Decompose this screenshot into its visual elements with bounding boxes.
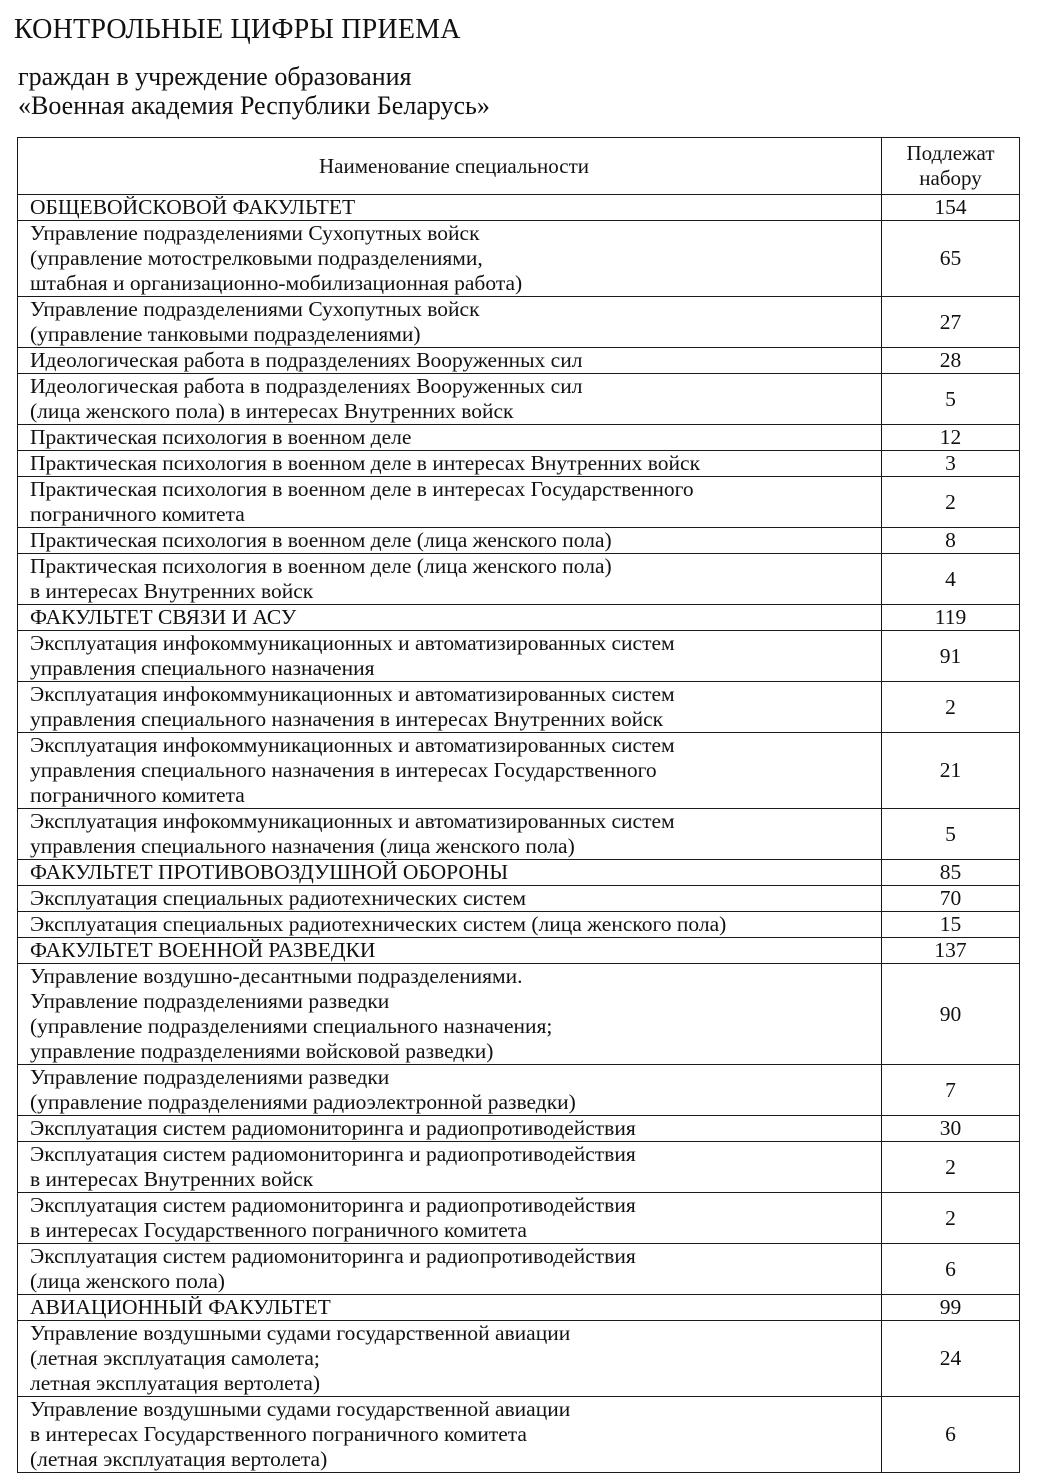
- name-line: управления специального назначения: [30, 656, 375, 680]
- quota-count: 21: [882, 733, 1020, 809]
- quota-count: 6: [882, 1244, 1020, 1295]
- specialty-name: [18, 886, 882, 912]
- quota-count: 85: [882, 860, 1020, 886]
- quota-count: 154: [882, 195, 1020, 221]
- faculty-row: [18, 1295, 1020, 1321]
- document-title: КОНТРОЛЬНЫЕ ЦИФРЫ ПРИЕМА: [14, 14, 461, 45]
- quota-count: 5: [882, 809, 1020, 860]
- faculty-name: [18, 1295, 882, 1321]
- specialty-row: [18, 374, 1020, 425]
- specialty-row: [18, 1142, 1020, 1193]
- specialty-name: [18, 1116, 882, 1142]
- admission-quota-table: [17, 137, 1020, 1473]
- name-line: Эксплуатация систем радиомониторинга и радиопротиводействия: [30, 1244, 636, 1268]
- name-line: (управление мотострелковыми подразделениями,: [30, 246, 483, 270]
- specialty-name: [18, 297, 882, 348]
- specialty-row: [18, 297, 1020, 348]
- name-line: Управление подразделениями разведки: [30, 989, 390, 1013]
- quota-count: 2: [882, 1193, 1020, 1244]
- specialty-row: [18, 1244, 1020, 1295]
- name-line: Управление подразделениями Сухопутных войск: [30, 221, 480, 245]
- specialty-row: [18, 809, 1020, 860]
- quota-count: 2: [882, 477, 1020, 528]
- name-line: (управление танковыми подразделениями): [30, 322, 421, 346]
- quota-count-header: [882, 138, 1020, 195]
- subtitle-line: «Военная академия Республики Беларусь»: [18, 91, 490, 120]
- quota-count: 2: [882, 682, 1020, 733]
- name-line: Практическая психология в военном деле в интересах Внутренних войск: [30, 451, 701, 475]
- name-line: штабная и организационно-мобилизационная работа): [30, 271, 523, 295]
- faculty-row: [18, 938, 1020, 964]
- specialty-row: [18, 554, 1020, 605]
- specialty-name: [18, 477, 882, 528]
- specialty-name: [18, 1193, 882, 1244]
- name-line: Практическая психология в военном деле (лица женского пола): [30, 554, 612, 578]
- name-line: Управление воздушными судами государственной авиации: [30, 1321, 571, 1345]
- quota-count: 15: [882, 912, 1020, 938]
- specialty-name: [18, 733, 882, 809]
- name-line: ФАКУЛЬТЕТ ПРОТИВОВОЗДУШНОЙ ОБОРОНЫ: [30, 860, 509, 884]
- specialty-row: [18, 912, 1020, 938]
- faculty-name: [18, 938, 882, 964]
- name-line: пограничного комитета: [30, 502, 245, 526]
- name-line: в интересах Внутренних войск: [30, 579, 314, 603]
- specialty-name: [18, 682, 882, 733]
- specialty-row: [18, 528, 1020, 554]
- name-line: ФАКУЛЬТЕТ СВЯЗИ И АСУ: [30, 605, 297, 629]
- specialty-name: [18, 221, 882, 297]
- subtitle-line: граждан в учреждение образования: [18, 62, 412, 91]
- specialty-row: [18, 1397, 1020, 1473]
- name-line: Эксплуатация систем радиомониторинга и радиопротиводействия: [30, 1142, 636, 1166]
- document-subtitle: [18, 62, 490, 120]
- quota-count: 7: [882, 1065, 1020, 1116]
- name-line: Эксплуатация специальных радиотехнических систем (лица женского пола): [30, 912, 727, 936]
- name-line: (летная эксплуатация самолета;: [30, 1346, 320, 1370]
- specialty-name: [18, 374, 882, 425]
- name-line: (управление подразделениями радиоэлектронной разведки): [30, 1090, 576, 1114]
- specialty-name: [18, 554, 882, 605]
- quota-count: 137: [882, 938, 1020, 964]
- name-line: Управление подразделениями Сухопутных войск: [30, 297, 480, 321]
- name-line: ОБЩЕВОЙСКОВОЙ ФАКУЛЬТЕТ: [30, 195, 356, 219]
- name-line: (летная эксплуатация вертолета): [30, 1447, 328, 1471]
- faculty-name: [18, 605, 882, 631]
- name-line: управления специального назначения (лица женского пола): [30, 834, 575, 858]
- specialty-row: [18, 425, 1020, 451]
- specialty-name: [18, 528, 882, 554]
- specialty-name: [18, 1321, 882, 1397]
- name-line: Управление воздушными судами государственной авиации: [30, 1397, 571, 1421]
- specialty-row: [18, 221, 1020, 297]
- quota-count: 4: [882, 554, 1020, 605]
- name-line: Эксплуатация инфокоммуникационных и автоматизированных систем: [30, 682, 675, 706]
- quota-count: 6: [882, 1397, 1020, 1473]
- name-line: Эксплуатация инфокоммуникационных и автоматизированных систем: [30, 733, 675, 757]
- specialty-row: [18, 1065, 1020, 1116]
- specialty-row: [18, 477, 1020, 528]
- specialty-row: [18, 631, 1020, 682]
- quota-count: 27: [882, 297, 1020, 348]
- specialty-name: [18, 912, 882, 938]
- specialty-row: [18, 964, 1020, 1065]
- name-line: Эксплуатация специальных радиотехнических систем: [30, 886, 527, 910]
- quota-count: 70: [882, 886, 1020, 912]
- faculty-name: [18, 860, 882, 886]
- name-line: Эксплуатация инфокоммуникационных и автоматизированных систем: [30, 809, 675, 833]
- quota-header-line: Подлежат: [906, 141, 995, 165]
- specialty-row: [18, 348, 1020, 374]
- name-line: Идеологическая работа в подразделениях Вооруженных сил: [30, 374, 583, 398]
- specialty-name-header: Наименование специальности: [18, 138, 882, 195]
- name-line: Эксплуатация инфокоммуникационных и автоматизированных систем: [30, 631, 675, 655]
- quota-count: 3: [882, 451, 1020, 477]
- specialty-row: [18, 1116, 1020, 1142]
- specialty-row: [18, 886, 1020, 912]
- specialty-name: [18, 631, 882, 682]
- quota-count: 5: [882, 374, 1020, 425]
- name-line: (управление подразделениями специального назначения;: [30, 1014, 553, 1038]
- name-line: Эксплуатация систем радиомониторинга и радиопротиводействия: [30, 1116, 636, 1140]
- name-line: в интересах Государственного пограничного комитета: [30, 1422, 527, 1446]
- name-line: в интересах Внутренних войск: [30, 1167, 314, 1191]
- specialty-name: [18, 809, 882, 860]
- quota-count: 99: [882, 1295, 1020, 1321]
- specialty-name: [18, 1244, 882, 1295]
- quota-count: 119: [882, 605, 1020, 631]
- specialty-row: [18, 1321, 1020, 1397]
- specialty-row: [18, 682, 1020, 733]
- table-header-row: [18, 138, 1020, 195]
- table-body: [18, 195, 1020, 1473]
- quota-count: 90: [882, 964, 1020, 1065]
- name-line: управления специального назначения в интересах Государственного: [30, 758, 657, 782]
- faculty-row: [18, 195, 1020, 221]
- specialty-row: [18, 1193, 1020, 1244]
- specialty-name: [18, 1142, 882, 1193]
- name-line: в интересах Государственного пограничного комитета: [30, 1218, 527, 1242]
- name-line: АВИАЦИОННЫЙ ФАКУЛЬТЕТ: [30, 1295, 331, 1319]
- specialty-row: [18, 451, 1020, 477]
- quota-count: 2: [882, 1142, 1020, 1193]
- name-line: Управление подразделениями разведки: [30, 1065, 390, 1089]
- name-line: Эксплуатация систем радиомониторинга и радиопротиводействия: [30, 1193, 636, 1217]
- name-line: (лица женского пола): [30, 1269, 225, 1293]
- specialty-name: [18, 451, 882, 477]
- name-line: ФАКУЛЬТЕТ ВОЕННОЙ РАЗВЕДКИ: [30, 938, 376, 962]
- name-line: Практическая психология в военном деле: [30, 425, 412, 449]
- name-line: летная эксплуатация вертолета): [30, 1371, 321, 1395]
- specialty-name: [18, 1065, 882, 1116]
- quota-count: 91: [882, 631, 1020, 682]
- specialty-row: [18, 733, 1020, 809]
- name-line: управления специального назначения в интересах Внутренних войск: [30, 707, 664, 731]
- name-line: (лица женского пола) в интересах Внутренних войск: [30, 399, 514, 423]
- specialty-name: [18, 348, 882, 374]
- faculty-name: [18, 195, 882, 221]
- faculty-row: [18, 860, 1020, 886]
- faculty-row: [18, 605, 1020, 631]
- name-line: Идеологическая работа в подразделениях Вооруженных сил: [30, 348, 583, 372]
- quota-count: 28: [882, 348, 1020, 374]
- quota-count: 8: [882, 528, 1020, 554]
- quota-header-line: набору: [919, 166, 982, 190]
- quota-count: 30: [882, 1116, 1020, 1142]
- specialty-name: [18, 964, 882, 1065]
- name-line: пограничного комитета: [30, 783, 245, 807]
- quota-count: 24: [882, 1321, 1020, 1397]
- quota-count: 12: [882, 425, 1020, 451]
- name-line: управление подразделениями войсковой разведки): [30, 1039, 494, 1063]
- name-line: Практическая психология в военном деле (лица женского пола): [30, 528, 612, 552]
- quota-count: 65: [882, 221, 1020, 297]
- name-line: Практическая психология в военном деле в интересах Государственного: [30, 477, 694, 501]
- specialty-name: [18, 425, 882, 451]
- specialty-name: [18, 1397, 882, 1473]
- name-line: Управление воздушно-десантными подразделениями.: [30, 964, 523, 988]
